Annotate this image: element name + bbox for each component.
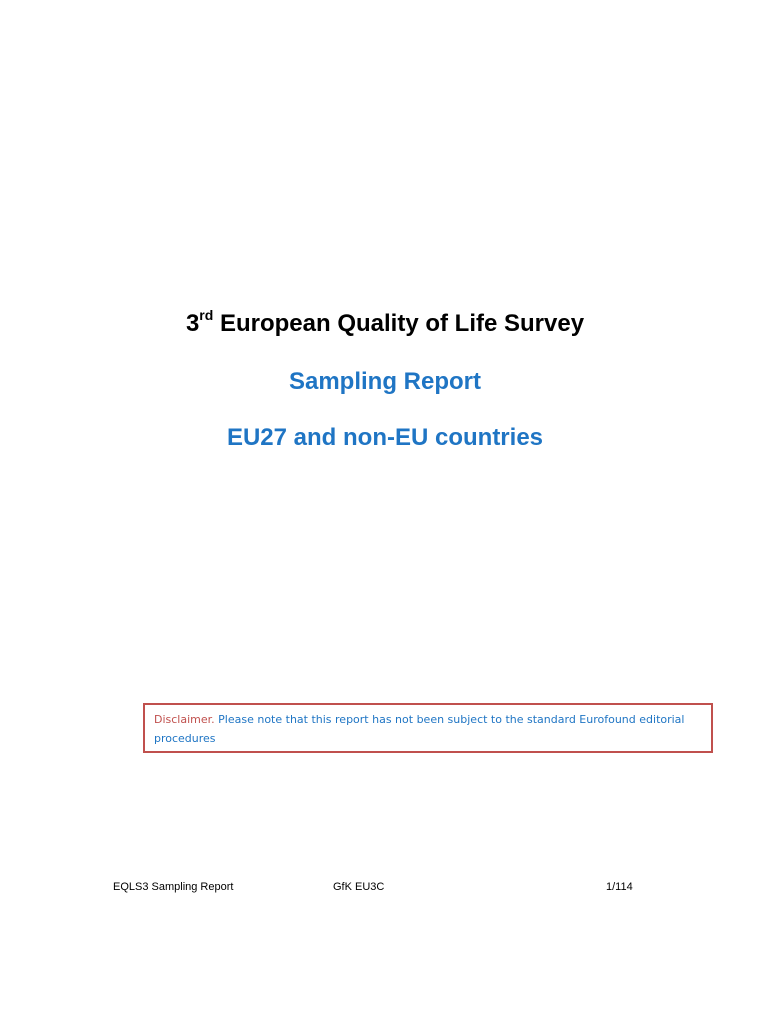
footer-report-name: EQLS3 Sampling Report [113, 881, 234, 893]
title-prefix: 3 [185, 310, 200, 337]
disclaimer-text: Please note that this report has not been subject to the standard Eurofound editorial procedures [154, 713, 685, 745]
footer-organization: GfK EU3C [333, 881, 385, 893]
report-subtitle: Sampling Report [288, 368, 481, 395]
title-superscript: rd [199, 307, 214, 323]
document-title [0, 306, 770, 342]
disclaimer-box [143, 703, 713, 753]
title-rest: European Quality of Life Survey [213, 310, 585, 337]
disclaimer-label: Disclaimer. [154, 713, 215, 726]
scope-subtitle: EU27 and non-EU countries [226, 424, 544, 451]
page-footer [0, 879, 770, 895]
footer-page-number: 1/114 [606, 881, 633, 893]
